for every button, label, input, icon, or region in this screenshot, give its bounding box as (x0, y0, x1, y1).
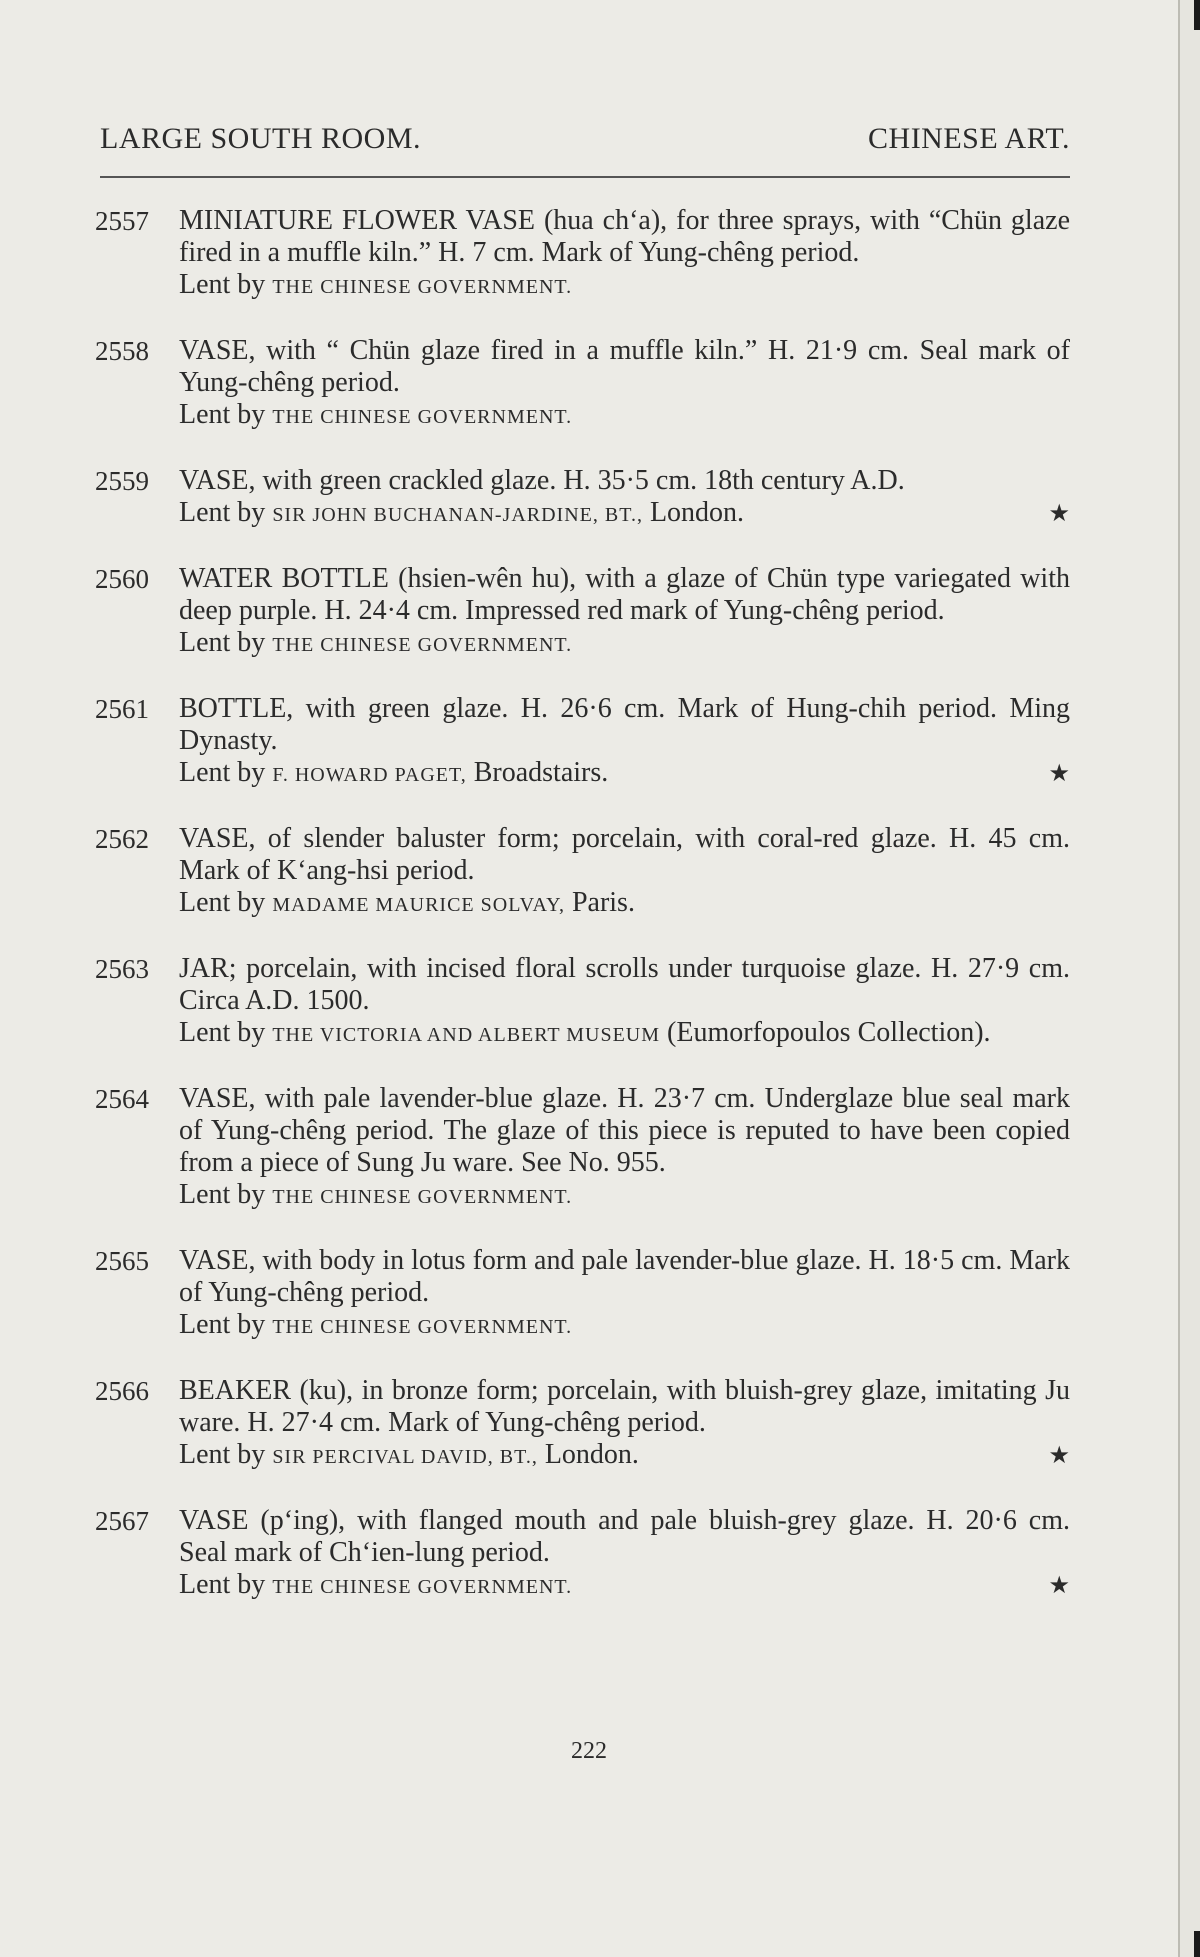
lender-name: SIR JOHN BUCHANAN-JARDINE, BT., (272, 504, 643, 526)
catalogue-entry-2561 (95, 693, 1070, 791)
star-icon: ★ (1048, 759, 1070, 787)
lender-name: F. HOWARD PAGET, (272, 764, 467, 786)
lent-by-label: Lent by (179, 1439, 266, 1470)
entry-number: 2560 (95, 564, 149, 594)
lent-by-label: Lent by (179, 627, 266, 658)
header-section: CHINESE ART. (868, 122, 1070, 155)
lender-name: THE CHINESE GOVERNMENT. (272, 634, 573, 656)
page-edge (1178, 0, 1200, 1957)
entry-lender-line (179, 497, 1070, 531)
entry-lender-line (179, 1309, 1070, 1343)
entry-number: 2562 (95, 824, 149, 854)
catalogue-entry-2565 (95, 1245, 1070, 1343)
page-edge-shadow-bottom (1194, 1931, 1200, 1957)
catalogue-entry-2566 (95, 1375, 1070, 1473)
entry-lender-line (179, 627, 1070, 661)
lent-by-label: Lent by (179, 757, 266, 788)
star-icon: ★ (1048, 499, 1070, 527)
entry-lender-line (179, 399, 1070, 433)
lent-by-label: Lent by (179, 1569, 266, 1600)
entry-lender-line (179, 757, 1070, 791)
page-edge-shadow-top (1194, 0, 1200, 30)
entry-description: VASE, of slender baluster form; porcelain, with coral-red glaze. H. 45 cm. Mark of K‘ang-hsi period. (179, 823, 1070, 886)
entry-number: 2567 (95, 1506, 149, 1536)
entry-description: VASE, with green crackled glaze. H. 35·5 cm. 18th century A.D. (179, 465, 905, 496)
entry-lender-line (179, 887, 1070, 921)
lender-location: Paris. (564, 887, 635, 918)
catalogue-entry-2567 (95, 1505, 1070, 1603)
lent-by-label: Lent by (179, 1179, 266, 1210)
catalogue-entry-2558 (95, 335, 1070, 433)
catalogue-entry-2560 (95, 563, 1070, 661)
entry-number: 2558 (95, 336, 149, 366)
entry-number: 2559 (95, 466, 149, 496)
lent-by-label: Lent by (179, 399, 266, 430)
entry-description: VASE (p‘ing), with flanged mouth and pale bluish-grey glaze. H. 20·6 cm. Seal mark of Ch‘ien-lung period. (179, 1505, 1070, 1568)
entry-description: MINIATURE FLOWER VASE (hua ch‘a), for three sprays, with “Chün glaze fired in a muffle kiln.” H. 7 cm. Mark of Yung-chêng period. (179, 205, 1070, 268)
catalogue-entry-2563 (95, 953, 1070, 1051)
entry-lender-line (179, 269, 1070, 303)
header-rule (100, 176, 1070, 178)
catalogue-entry-2562 (95, 823, 1070, 921)
page-number: 222 (571, 1738, 607, 1764)
catalogue-entry-2559 (95, 465, 1070, 531)
entry-description: VASE, with “ Chün glaze fired in a muffle kiln.” H. 21·9 cm. Seal mark of Yung-chêng period. (179, 335, 1070, 398)
catalogue-entry-2564 (95, 1083, 1070, 1213)
entry-description: VASE, with body in lotus form and pale lavender-blue glaze. H. 18·5 cm. Mark of Yung-chêng period. (179, 1245, 1070, 1308)
entry-lender-line (179, 1017, 1070, 1051)
entry-lender-line (179, 1179, 1070, 1213)
entry-description: JAR; porcelain, with incised floral scrolls under turquoise glaze. H. 27·9 cm. Circa A.D. 1500. (179, 953, 1070, 1016)
entry-number: 2557 (95, 206, 149, 236)
lender-name: MADAME MAURICE SOLVAY, (272, 894, 565, 916)
lent-by-label: Lent by (179, 887, 266, 918)
header-room: LARGE SOUTH ROOM. (100, 122, 422, 155)
entry-number: 2564 (95, 1084, 149, 1114)
lender-name: THE CHINESE GOVERNMENT. (272, 1576, 573, 1598)
lender-location: Broadstairs. (466, 757, 609, 788)
lender-name: THE CHINESE GOVERNMENT. (272, 276, 573, 298)
star-icon: ★ (1048, 1571, 1070, 1599)
lender-name: SIR PERCIVAL DAVID, BT., (272, 1446, 538, 1468)
lender-location: London. (537, 1439, 639, 1470)
star-icon: ★ (1048, 1441, 1070, 1469)
entry-lender-line (179, 1439, 1070, 1473)
lent-by-label: Lent by (179, 1017, 266, 1048)
lender-name: THE CHINESE GOVERNMENT. (272, 1186, 573, 1208)
lender-location: (Eumorfopoulos Collection). (660, 1017, 991, 1048)
lent-by-label: Lent by (179, 497, 266, 528)
entry-description: BOTTLE, with green glaze. H. 26·6 cm. Mark of Hung-chih period. Ming Dynasty. (179, 693, 1070, 756)
entry-number: 2563 (95, 954, 149, 984)
entry-description: WATER BOTTLE (hsien-wên hu), with a glaze of Chün type variegated with deep purple. H. 24·4 cm. Impressed red mark of Yung-chêng period. (179, 563, 1070, 626)
entry-number: 2566 (95, 1376, 149, 1406)
entry-lender-line (179, 1569, 1070, 1603)
entry-description: VASE, with pale lavender-blue glaze. H. 23·7 cm. Underglaze blue seal mark of Yung-chêng period. The glaze of this piece is reputed to have been copied from a piece of Sung Ju ware. See No. 955. (179, 1083, 1070, 1178)
lender-name: THE CHINESE GOVERNMENT. (272, 1316, 573, 1338)
entry-number: 2565 (95, 1246, 149, 1276)
lent-by-label: Lent by (179, 269, 266, 300)
lender-location: London. (642, 497, 745, 528)
entry-number: 2561 (95, 694, 149, 724)
lender-name: THE VICTORIA AND ALBERT MUSEUM (272, 1024, 661, 1046)
lender-name: THE CHINESE GOVERNMENT. (272, 406, 573, 428)
entry-description: BEAKER (ku), in bronze form; porcelain, with bluish-grey glaze, imitating Ju ware. H. 27·4 cm. Mark of Yung-chêng period. (179, 1375, 1070, 1438)
catalogue-entries (95, 205, 1070, 1635)
catalogue-entry-2557 (95, 205, 1070, 303)
lent-by-label: Lent by (179, 1309, 266, 1340)
